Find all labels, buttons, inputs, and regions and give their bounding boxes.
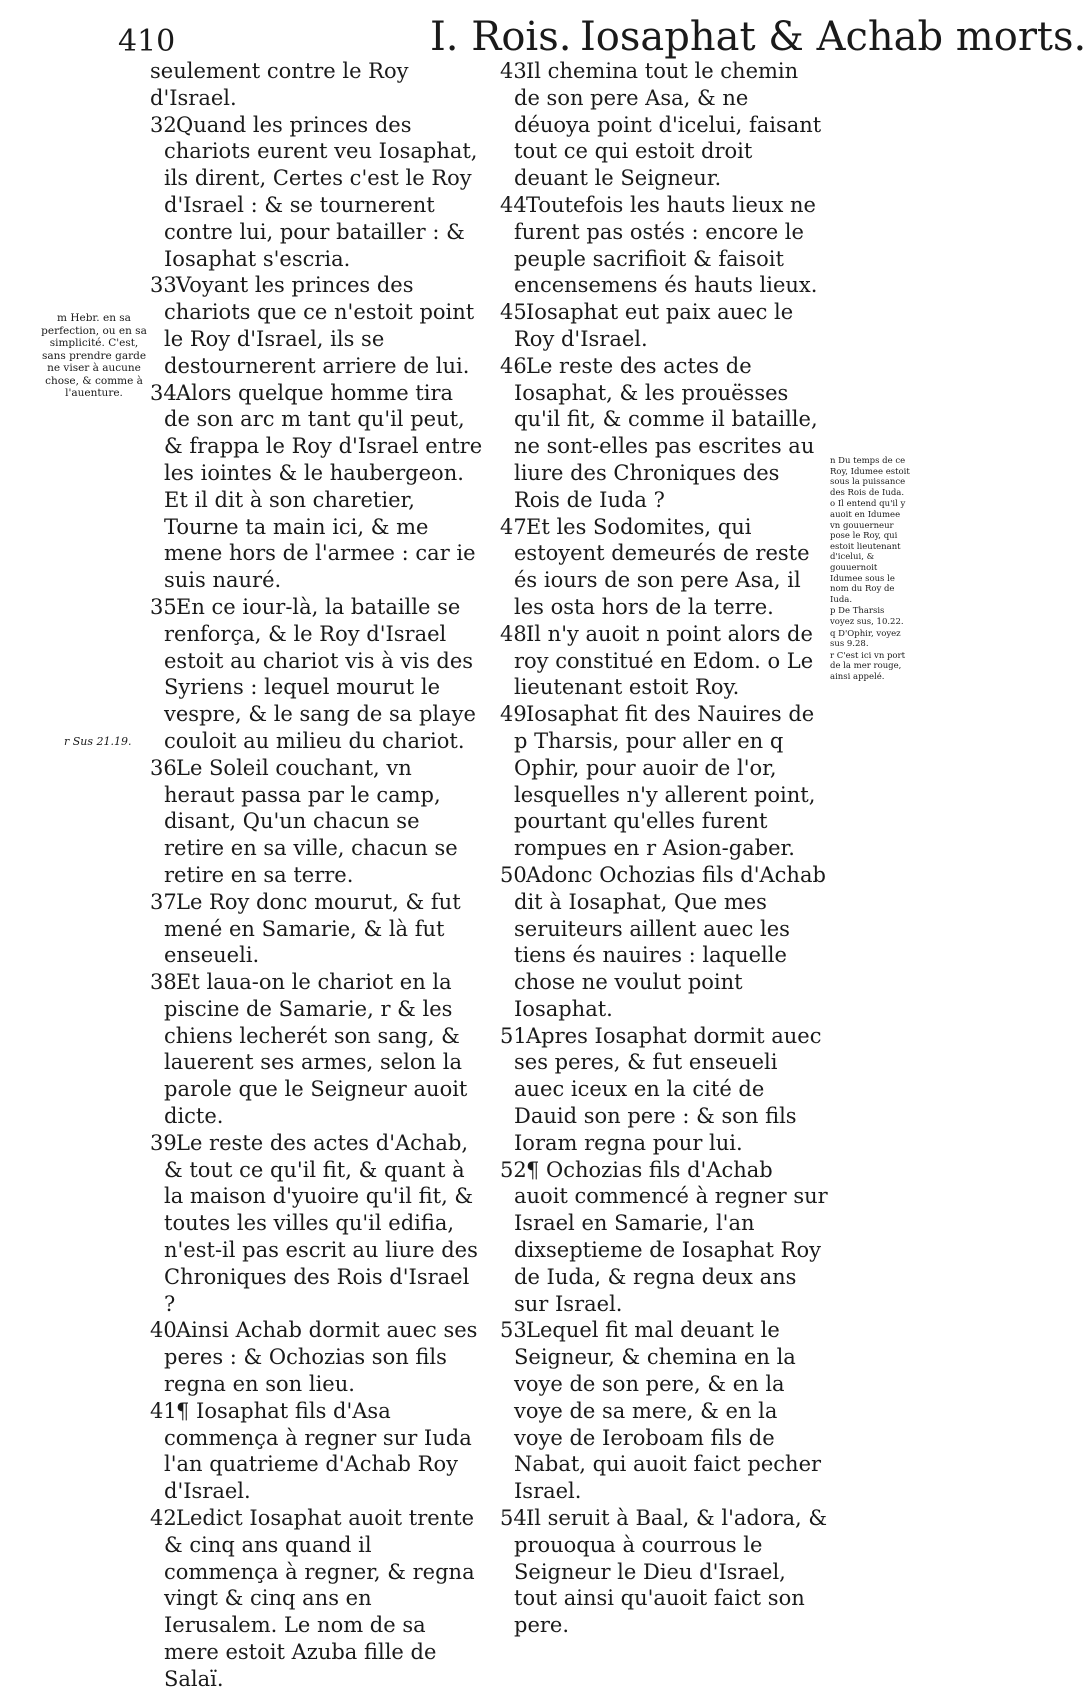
margin-note-r: r C'est ici vn port de la mer rouge, ainsi appelé. (830, 650, 906, 682)
verse-text: Et les Sodomites, qui estoyent demeurés de reste és iours de son pere Asa, il les osta hors de la terre. (514, 514, 810, 619)
verse (150, 1505, 485, 1693)
verse-number: 45 (500, 300, 527, 325)
verse (150, 380, 485, 594)
verse-number: 39 (150, 1130, 177, 1155)
verse-number: 46 (500, 353, 527, 378)
verse (500, 1505, 830, 1639)
verse (500, 353, 830, 514)
verse-number: 52 (500, 1157, 527, 1182)
verse-text: ¶ Iosaphat fils d'Asa commença à regner sur Iuda l'an quatrieme d'Achab Roy d'Israel. (164, 1398, 472, 1504)
verse-text: Voyant les princes des chariots que ce n'estoit point le Roy d'Israel, ils se destournerent arriere de lui. (164, 273, 475, 378)
verse-number: 54 (500, 1506, 527, 1531)
verse (150, 272, 485, 379)
margin-note-n: n Du temps de ce Roy, Idumee estoit sous la puissance des Rois de Iuda. (830, 456, 910, 498)
verse-text: ¶ Ochozias fils d'Achab auoit commencé à regner sur Israel en Samarie, l'an dixseptieme de Iosaphat Roy de Iuda, & regna deux ans sur Israel. (514, 1157, 828, 1316)
continuation-line: seulement contre le Roy d'Israel. (150, 59, 409, 110)
verse (150, 1398, 485, 1505)
verse (150, 594, 485, 755)
verse-text: Et laua-on le chariot en la piscine de Samarie, r & les chiens lecherét son sang, & lauerent ses armes, selon la parole que le Seigneur auoit dicte. (164, 970, 468, 1129)
verse-number: 33 (150, 273, 177, 298)
verse-text: Il chemina tout le chemin de son pere Asa, & ne déuoya point d'icelui, faisant tout ce qui estoit droit deuant le Seigneur. (514, 59, 822, 191)
verse (500, 58, 830, 192)
left-column (150, 58, 485, 1693)
page-header (0, 6, 1086, 60)
verse (500, 514, 830, 621)
verse-number: 36 (150, 755, 177, 780)
verse-text: Il n'y auoit n point alors de roy constitué en Edom. o Le lieutenant estoit Roy. (514, 621, 814, 700)
verse-number: 43 (500, 59, 527, 83)
verse-text: Adonc Ochozias fils d'Achab dit à Iosaphat, Que mes seruiteurs aillent auec les tiens és nauires : laquelle chose ne voulut point Iosaphat. (514, 862, 826, 1021)
verse-number: 51 (500, 1023, 527, 1048)
page-number: 410 (118, 24, 176, 59)
verse-number: 48 (500, 621, 527, 646)
verse (150, 112, 485, 273)
margin-note-m: m Hebr. en sa perfection, ou en sa simplicité. C'est, sans prendre garde ne viser à aucune chose, & comme à l'auenture. (41, 312, 147, 399)
verse (150, 969, 485, 1130)
verse (500, 299, 830, 353)
margin-note-q: q D'Ophir, voyez sus 9.28. (830, 628, 901, 650)
verse-number: 32 (150, 112, 177, 137)
verse-text: Il seruit à Baal, & l'adora, & prouoqua à courrous le Seigneur le Dieu d'Israel, tout ainsi qu'auoit faict son pere. (514, 1506, 828, 1638)
verse-text: Apres Iosaphat dormit auec ses peres, & fut enseueli auec iceux en la cité de Dauid son pere : & son fils Ioram regna pour lui. (514, 1023, 822, 1155)
verse-number: 47 (500, 514, 527, 539)
verse-text: Toutefois les hauts lieux ne furent pas ostés : encore le peuple sacrifioit & faisoit encensemens és hauts lieux. (514, 192, 818, 298)
margin-note-p: p De Tharsis voyez sus, 10.22. (830, 606, 904, 627)
verse-text: Le Soleil couchant, vn heraut passa par le camp, disant, Qu'un chacun se retire en sa ville, chacun se retire en sa terre. (164, 755, 458, 887)
right-column (500, 58, 830, 1639)
verse-text: Iosaphat eut paix auec le Roy d'Israel. (514, 300, 794, 351)
margin-note-o: o Il entend qu'il y auoit en Idumee vn gouuerneur pose le Roy, qui estoit lieutenant d'icelui, & gouuernoit Idumee sous le nom du Roy de Iuda. (830, 499, 906, 605)
verse-number: 50 (500, 862, 527, 887)
verse (150, 755, 485, 889)
verse-text: Alors quelque homme tira de son arc m tant qu'il peut, & frappa le Roy d'Israel entre les iointes & le haubergeon. Et il dit à son charetier, Tourne ta main ici, & me mene hors de l'armee : car ie suis nauré. (164, 380, 483, 593)
verse (500, 862, 830, 1023)
verse-number: 38 (150, 970, 177, 995)
verse-text: Le reste des actes d'Achab, & tout ce qu'il fit, & quant à la maison d'yuoire qu'il fit, & toutes les villes qu'il edifia, n'est-il pas escrit au liure des Chroniques des Rois d'Israel ? (164, 1130, 478, 1316)
verse-number: 35 (150, 594, 177, 619)
verse-number: 37 (150, 889, 177, 914)
running-title: Iosaphat & Achab morts. (580, 14, 1086, 60)
verse (500, 701, 830, 862)
verse (500, 1157, 830, 1318)
verse-number: 53 (500, 1318, 527, 1343)
verse (150, 1317, 485, 1397)
book-title: I. Rois. (430, 14, 572, 60)
verse-number: 41 (150, 1398, 177, 1423)
verse-text: Le Roy donc mourut, & fut mené en Samarie, & là fut enseueli. (164, 889, 461, 968)
verse (150, 1130, 485, 1318)
verse-number: 42 (150, 1506, 177, 1531)
verse (500, 1023, 830, 1157)
right-margin-notes (830, 456, 910, 683)
verse-text: Le reste des actes de Iosaphat, & les prouësses qu'il fit, & comme il bataille, ne sont-elles pas escrites au liure des Chroniques des Rois de Iuda ? (514, 353, 818, 512)
verse-text: Quand les princes des chariots eurent veu Iosaphat, ils dirent, Certes c'est le Roy d'Israel : & se tournerent contre lui, pour batailler : & Iosaphat s'escria. (164, 112, 478, 271)
verse-number: 40 (150, 1318, 177, 1343)
verse-text: Iosaphat fit des Nauires de p Tharsis, pour aller en q Ophir, pour auoir de l'or, lesquelles n'y allerent point, pourtant qu'elles furent rompues en r Asion-gaber. (514, 702, 816, 861)
verse-number: 49 (500, 702, 527, 727)
verse-text: Lequel fit mal deuant le Seigneur, & chemina en la voye de son pere, & en la voye de sa mere, & en la voye de Ieroboam fils de Nabat, qui auoit faict pecher Israel. (514, 1318, 822, 1504)
verse (500, 192, 830, 299)
verse (150, 889, 485, 969)
verse (500, 1317, 830, 1505)
verse-number: 44 (500, 192, 527, 217)
margin-ref-r: r Sus 21.19. (64, 735, 132, 748)
verse-text: Ledict Iosaphat auoit trente & cinq ans quand il commença à regner, & regna vingt & cinq ans en Ierusalem. Le nom de sa mere estoit Azuba fille de Salaï. (164, 1506, 475, 1691)
verse-number: 34 (150, 380, 177, 405)
verse-text: Ainsi Achab dormit auec ses peres : & Ochozias son fils regna en son lieu. (164, 1318, 478, 1397)
verse-text: En ce iour-là, la bataille se renforça, & le Roy d'Israel estoit au chariot vis à vis des Syriens : lequel mourut le vespre, & le sang de sa playe couloit au milieu du chariot. (164, 594, 476, 753)
verse (500, 621, 830, 701)
